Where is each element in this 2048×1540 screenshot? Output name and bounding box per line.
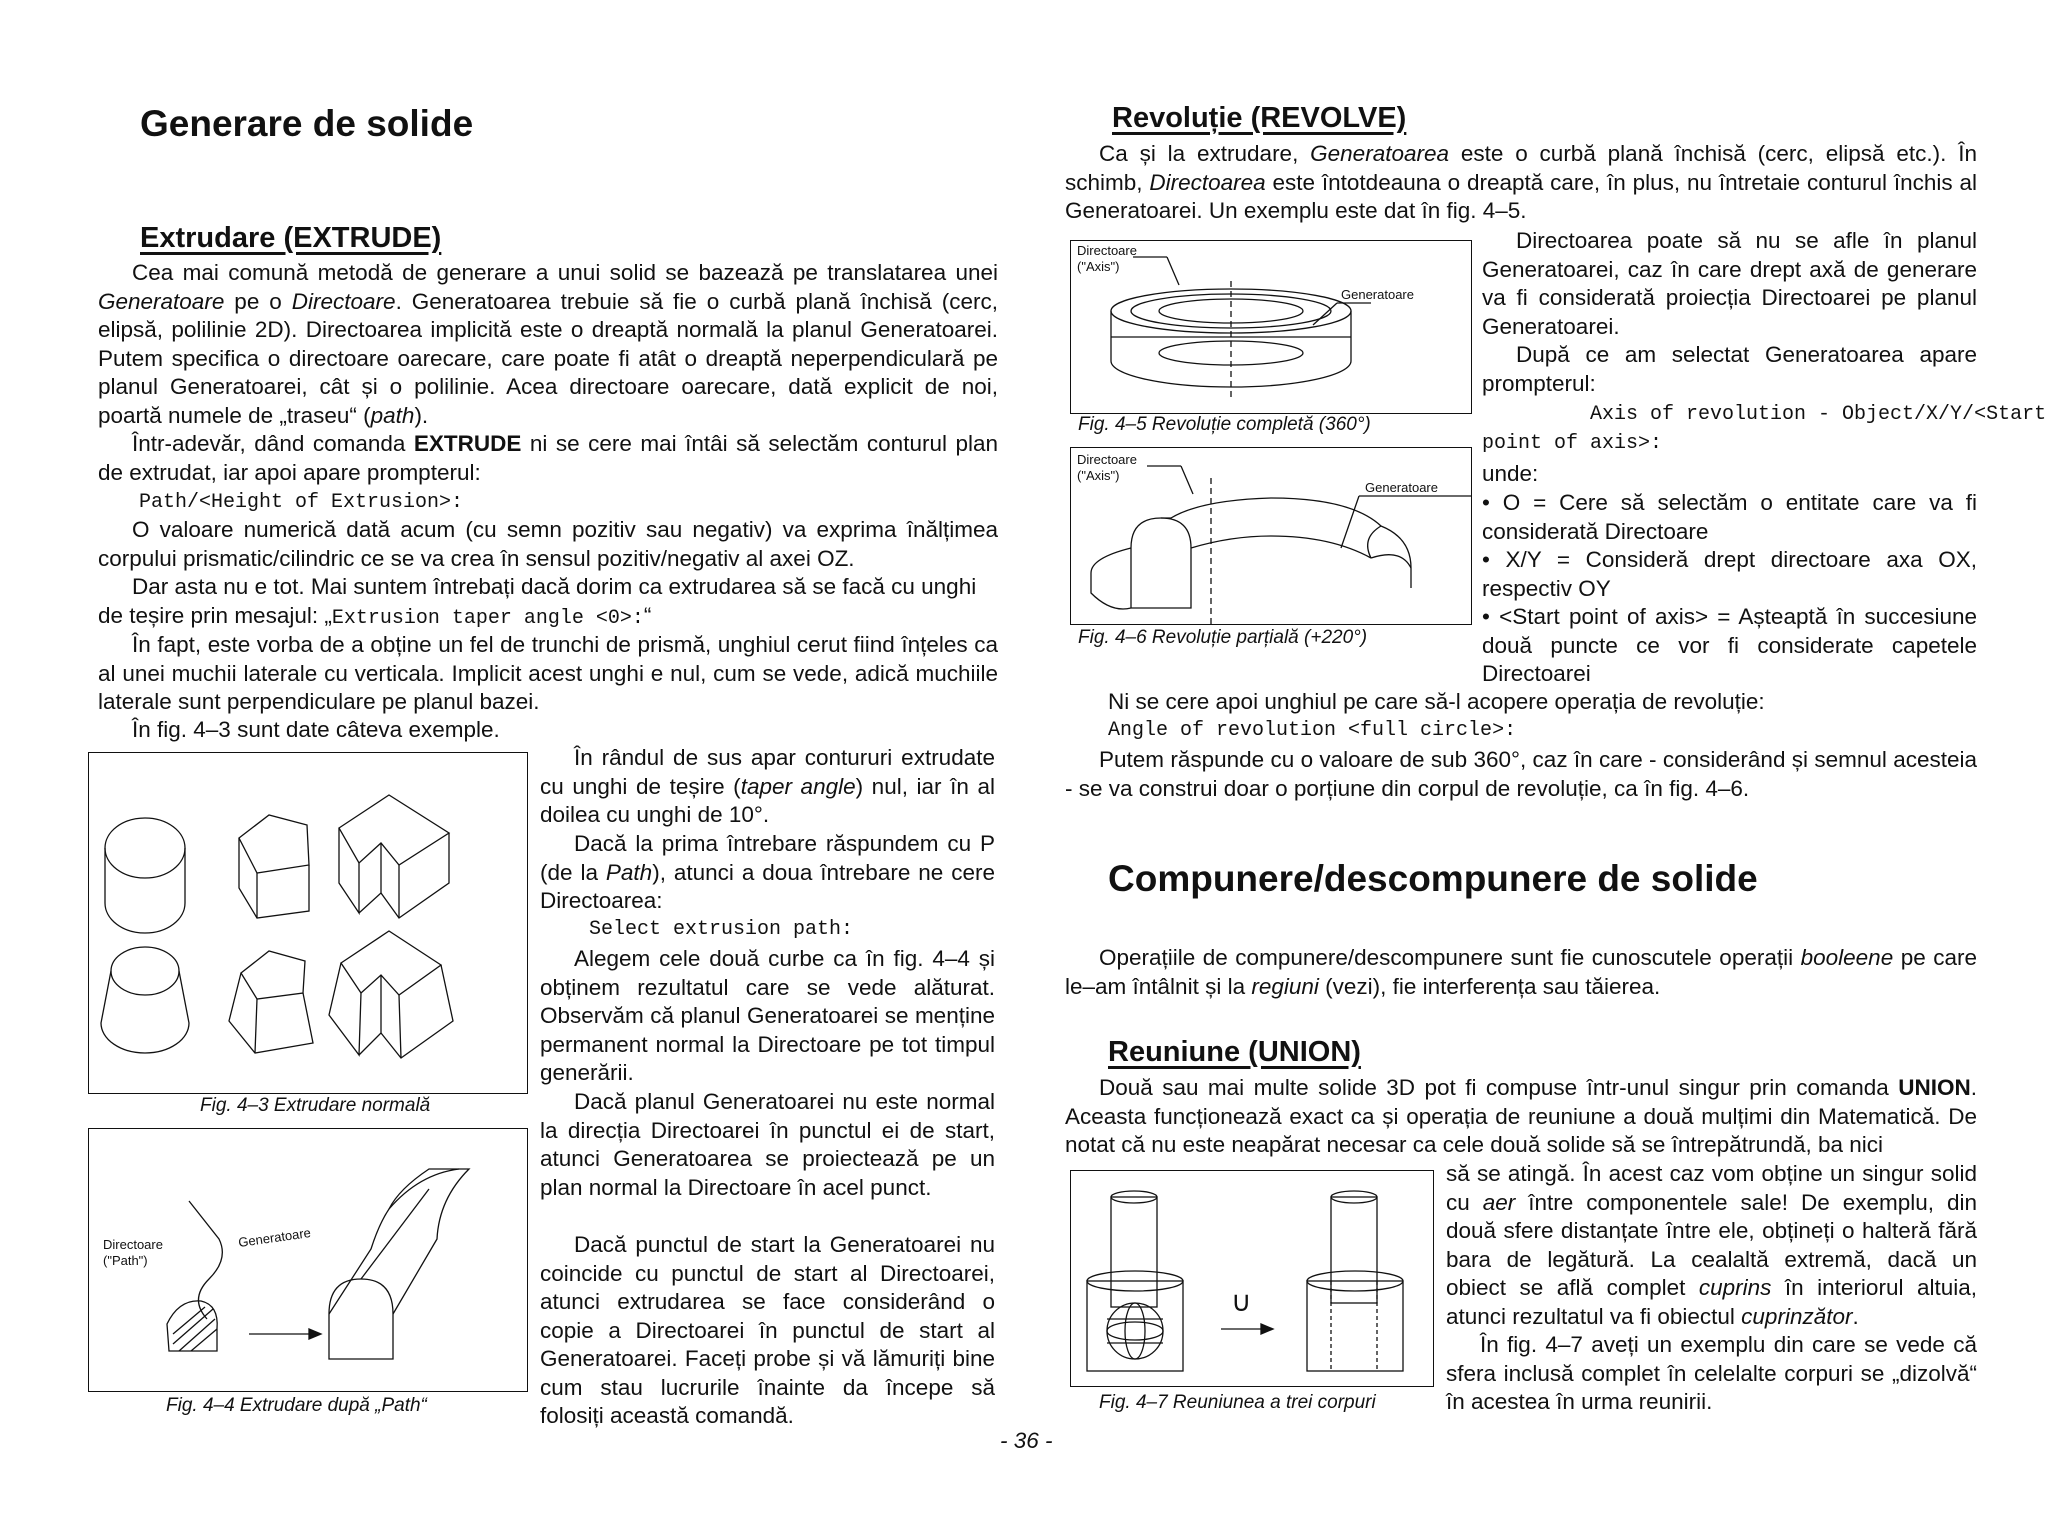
prompt-height-of-extrusion: Path/<Height of Extrusion>:	[139, 491, 464, 514]
fig-4-5-caption: Fig. 4–5 Revoluție completă (360°)	[1078, 414, 1371, 435]
heading-revolve: Revoluție (REVOLVE)	[1112, 102, 1407, 134]
label-path: ("Path")	[103, 1253, 148, 1268]
label-directoare: Directoare	[1077, 243, 1137, 258]
revolve-unde: unde:	[1482, 461, 1539, 486]
figure-4-3-extrusions	[88, 752, 528, 1094]
heading-union: Reuniune (UNION)	[1108, 1036, 1361, 1068]
extrude-paragraph-3: O valoare numerică dată acum (cu semn pozitiv sau negativ) va exprima înălțimea corpului prismatic/cilindric ce se va crea în sensul pozitiv/negativ al axei OZ.	[98, 517, 998, 571]
label-generatoare: Generatoare	[1365, 480, 1438, 495]
fig-4-6-caption: Fig. 4–6 Revoluție parțială (+220°)	[1078, 627, 1368, 648]
label-directoare: Directoare	[103, 1237, 163, 1252]
figure-4-7-union	[1070, 1170, 1434, 1387]
page-title-generare: Generare de solide	[140, 103, 474, 144]
compose-paragraph-1: Operațiile de compunere/descompunere sunt fie cunoscutele operații booleene pe care le–am întâlnit și la regiuni (vezi), fie interferența sau tăierea.	[1065, 945, 1977, 999]
extrude-side-5: Dacă punctul de start la Generatoarei nu coincide cu punctul de start al Directoarei, atunci extrudarea se face considerând o copie a Directoarei în punctul de start al Generatoarei. Faceți probe și vă lămuriți bine cum stau lucrurile înainte da începe să folosiți această comandă.	[540, 1232, 995, 1428]
prompt-select-extrusion-path: Select extrusion path:	[589, 918, 854, 941]
extrude-paragraph-4a: Dar asta nu e tot. Mai suntem întrebați dacă dorim ca extrudarea să se facă cu unghi	[132, 574, 977, 599]
revolve-side-1: Directoarea poate să nu se afle în planul Generatoarei, caz în care drept axă de generare va fi considerată proiecția Directoarei pe planul Generatoarei.	[1482, 228, 1977, 339]
extrusion-shapes-drawing	[89, 753, 527, 1093]
extrude-paragraph-2: Într-adevăr, dând comanda EXTRUDE ni se cere mai întâi să selectăm conturul plan de extrudat, iar apoi apare prompterul:	[98, 431, 998, 485]
extrude-side-3: Alegem cele două curbe ca în fig. 4–4 și obținem rezultatul care se vede alăturat. Observăm că planul Generatoarei se menține permanent normal la Directoare pe tot timpul generării.	[540, 946, 995, 1085]
page-number: - 36 -	[1000, 1428, 1053, 1453]
revolve-bullet-o: • O = Cere să selectăm o entitate care va fi considerată Directoare	[1482, 490, 1977, 544]
label-generatoare: Generatoare	[1341, 287, 1414, 302]
extrude-side-1: În rândul de sus apar contururi extrudate cu unghi de teșire (taper angle) nul, iar în al doilea cu unghi de 10°.	[540, 745, 995, 827]
extrude-paragraph-5: În fapt, este vorba de a obține un fel de trunchi de prismă, unghiul cerut fiind înțeles ca al unei muchii laterale cu verticala. Implicit acest unghi e nul, cum se vede, adică muchiile laterale sunt perpendiculare pe planul bazei.	[98, 632, 998, 714]
path-extrusion-drawing	[89, 1129, 527, 1391]
revolve-paragraph-2: Ni se cere apoi unghiul pe care să-l acopere operația de revoluție:	[1108, 689, 1765, 714]
extrude-paragraph-6: În fig. 4–3 sunt date câteva exemple.	[132, 717, 500, 742]
prompt-axis-of-revolution-b: point of axis>:	[1482, 432, 1663, 455]
revolve-bullet-start: • <Start point of axis> = Așteaptă în succesiune două puncte ce vor fi considerate capetele Directoarei	[1482, 604, 1977, 686]
label-directoare: Directoare	[1077, 452, 1137, 467]
fig-4-3-caption: Fig. 4–3 Extrudare normală	[200, 1095, 431, 1116]
union-side-2: În fig. 4–7 aveți un exemplu din care se vede că sfera inclusă complet în celelalte corpuri se „dizolvă“ în acestea în urma reunirii.	[1446, 1332, 1977, 1414]
union-symbol: ∪	[1231, 1286, 1252, 1317]
heading-extrude: Extrudare (EXTRUDE)	[140, 222, 442, 254]
label-axis: ("Axis")	[1077, 468, 1120, 483]
prompt-angle-of-revolution: Angle of revolution <full circle>:	[1108, 719, 1517, 742]
section-title-compunere: Compunere/descompunere de solide	[1108, 858, 1758, 899]
figure-4-4-path-extrusion	[88, 1128, 528, 1392]
full-revolution-drawing	[1071, 241, 1471, 413]
revolve-bullet-xy: • X/Y = Consideră drept directoare axa OX, respectiv OY	[1482, 547, 1977, 601]
fig-4-7-caption: Fig. 4–7 Reuniunea a trei corpuri	[1099, 1392, 1376, 1413]
extrude-paragraph-4b: de teșire prin mesajul: „Extrusion taper angle <0>:“	[98, 603, 652, 630]
label-axis: ("Axis")	[1077, 259, 1120, 274]
label-generatoare: Generatoare	[237, 1224, 312, 1250]
union-side-1: să se atingă. În acest caz vom obține un singur solid cu aer între componentele sale! De exemplu, din două sfere distanțate între ele, obțineți o halteră fără bara de legătură. La cealaltă extremă, dacă un obiect se află complet cuprins în interiorul altuia, atunci rezultatul va fi obiectul cuprinzător.	[1446, 1161, 1978, 1329]
extrude-side-2: Dacă la prima întrebare răspundem cu P (de la Path), atunci a doua întrebare ne cere Directoarea:	[540, 831, 995, 913]
union-drawing	[1071, 1171, 1433, 1386]
extrude-paragraph-1: Cea mai comună metodă de generare a unui solid se bazează pe translatarea unei Generatoare pe o Directoare. Generatoarea trebuie să fie o curbă plană închisă (cerc, elipsă, polilinie 2D). Directoarea implicită este o dreaptă normală la planul Generatoarei. Putem specifica o directoare oarecare, care poate fi atât o dreaptă neperpendiculară pe planul Generatoarei, cât și o polilinie. Acea directoare oarecare, dată explicit de noi, poartă numele de „traseu“ (path).	[98, 260, 998, 428]
revolve-paragraph-1: Ca și la extrudare, Generatoarea este o curbă plană închisă (cerc, elipsă etc.). În schimb, Directoarea este întotdeauna o dreaptă care, în plus, nu întretaie conturul închis al Generatoarei. Un exemplu este dat în fig. 4–5.	[1065, 141, 1977, 223]
union-paragraph-1: Două sau mai multe solide 3D pot fi compuse într-unul singur prin comanda UNION. Aceasta funcționează exact ca și operația de reuniune a două mulțimi din Matematică. De notat că nu este neapărat necesar ca cele două solide să se întrepătrundă, ba nici	[1065, 1075, 1977, 1157]
fig-4-4-caption: Fig. 4–4 Extrudare după „Path“	[166, 1395, 427, 1416]
revolve-paragraph-3: Putem răspunde cu o valoare de sub 360°, caz în care - considerând și semnul acesteia - se va construi doar o porțiune din corpul de revoluție, ca în fig. 4–6.	[1065, 747, 1977, 801]
extrude-side-4: Dacă planul Generatoarei nu este normal la direcția Directoarei în punctul ei de start, atunci Generatoarea se proiectează pe un plan normal la Directoare în acel punct.	[540, 1089, 995, 1200]
revolve-side-2: După ce am selectat Generatoarea apare prompterul:	[1482, 342, 1977, 396]
figure-4-5-full-revolution	[1070, 240, 1472, 414]
prompt-axis-of-revolution-a: Axis of revolution - Object/X/Y/<Start	[1590, 403, 2047, 426]
partial-revolution-drawing	[1071, 448, 1471, 624]
figure-4-6-partial-revolution	[1070, 447, 1472, 625]
